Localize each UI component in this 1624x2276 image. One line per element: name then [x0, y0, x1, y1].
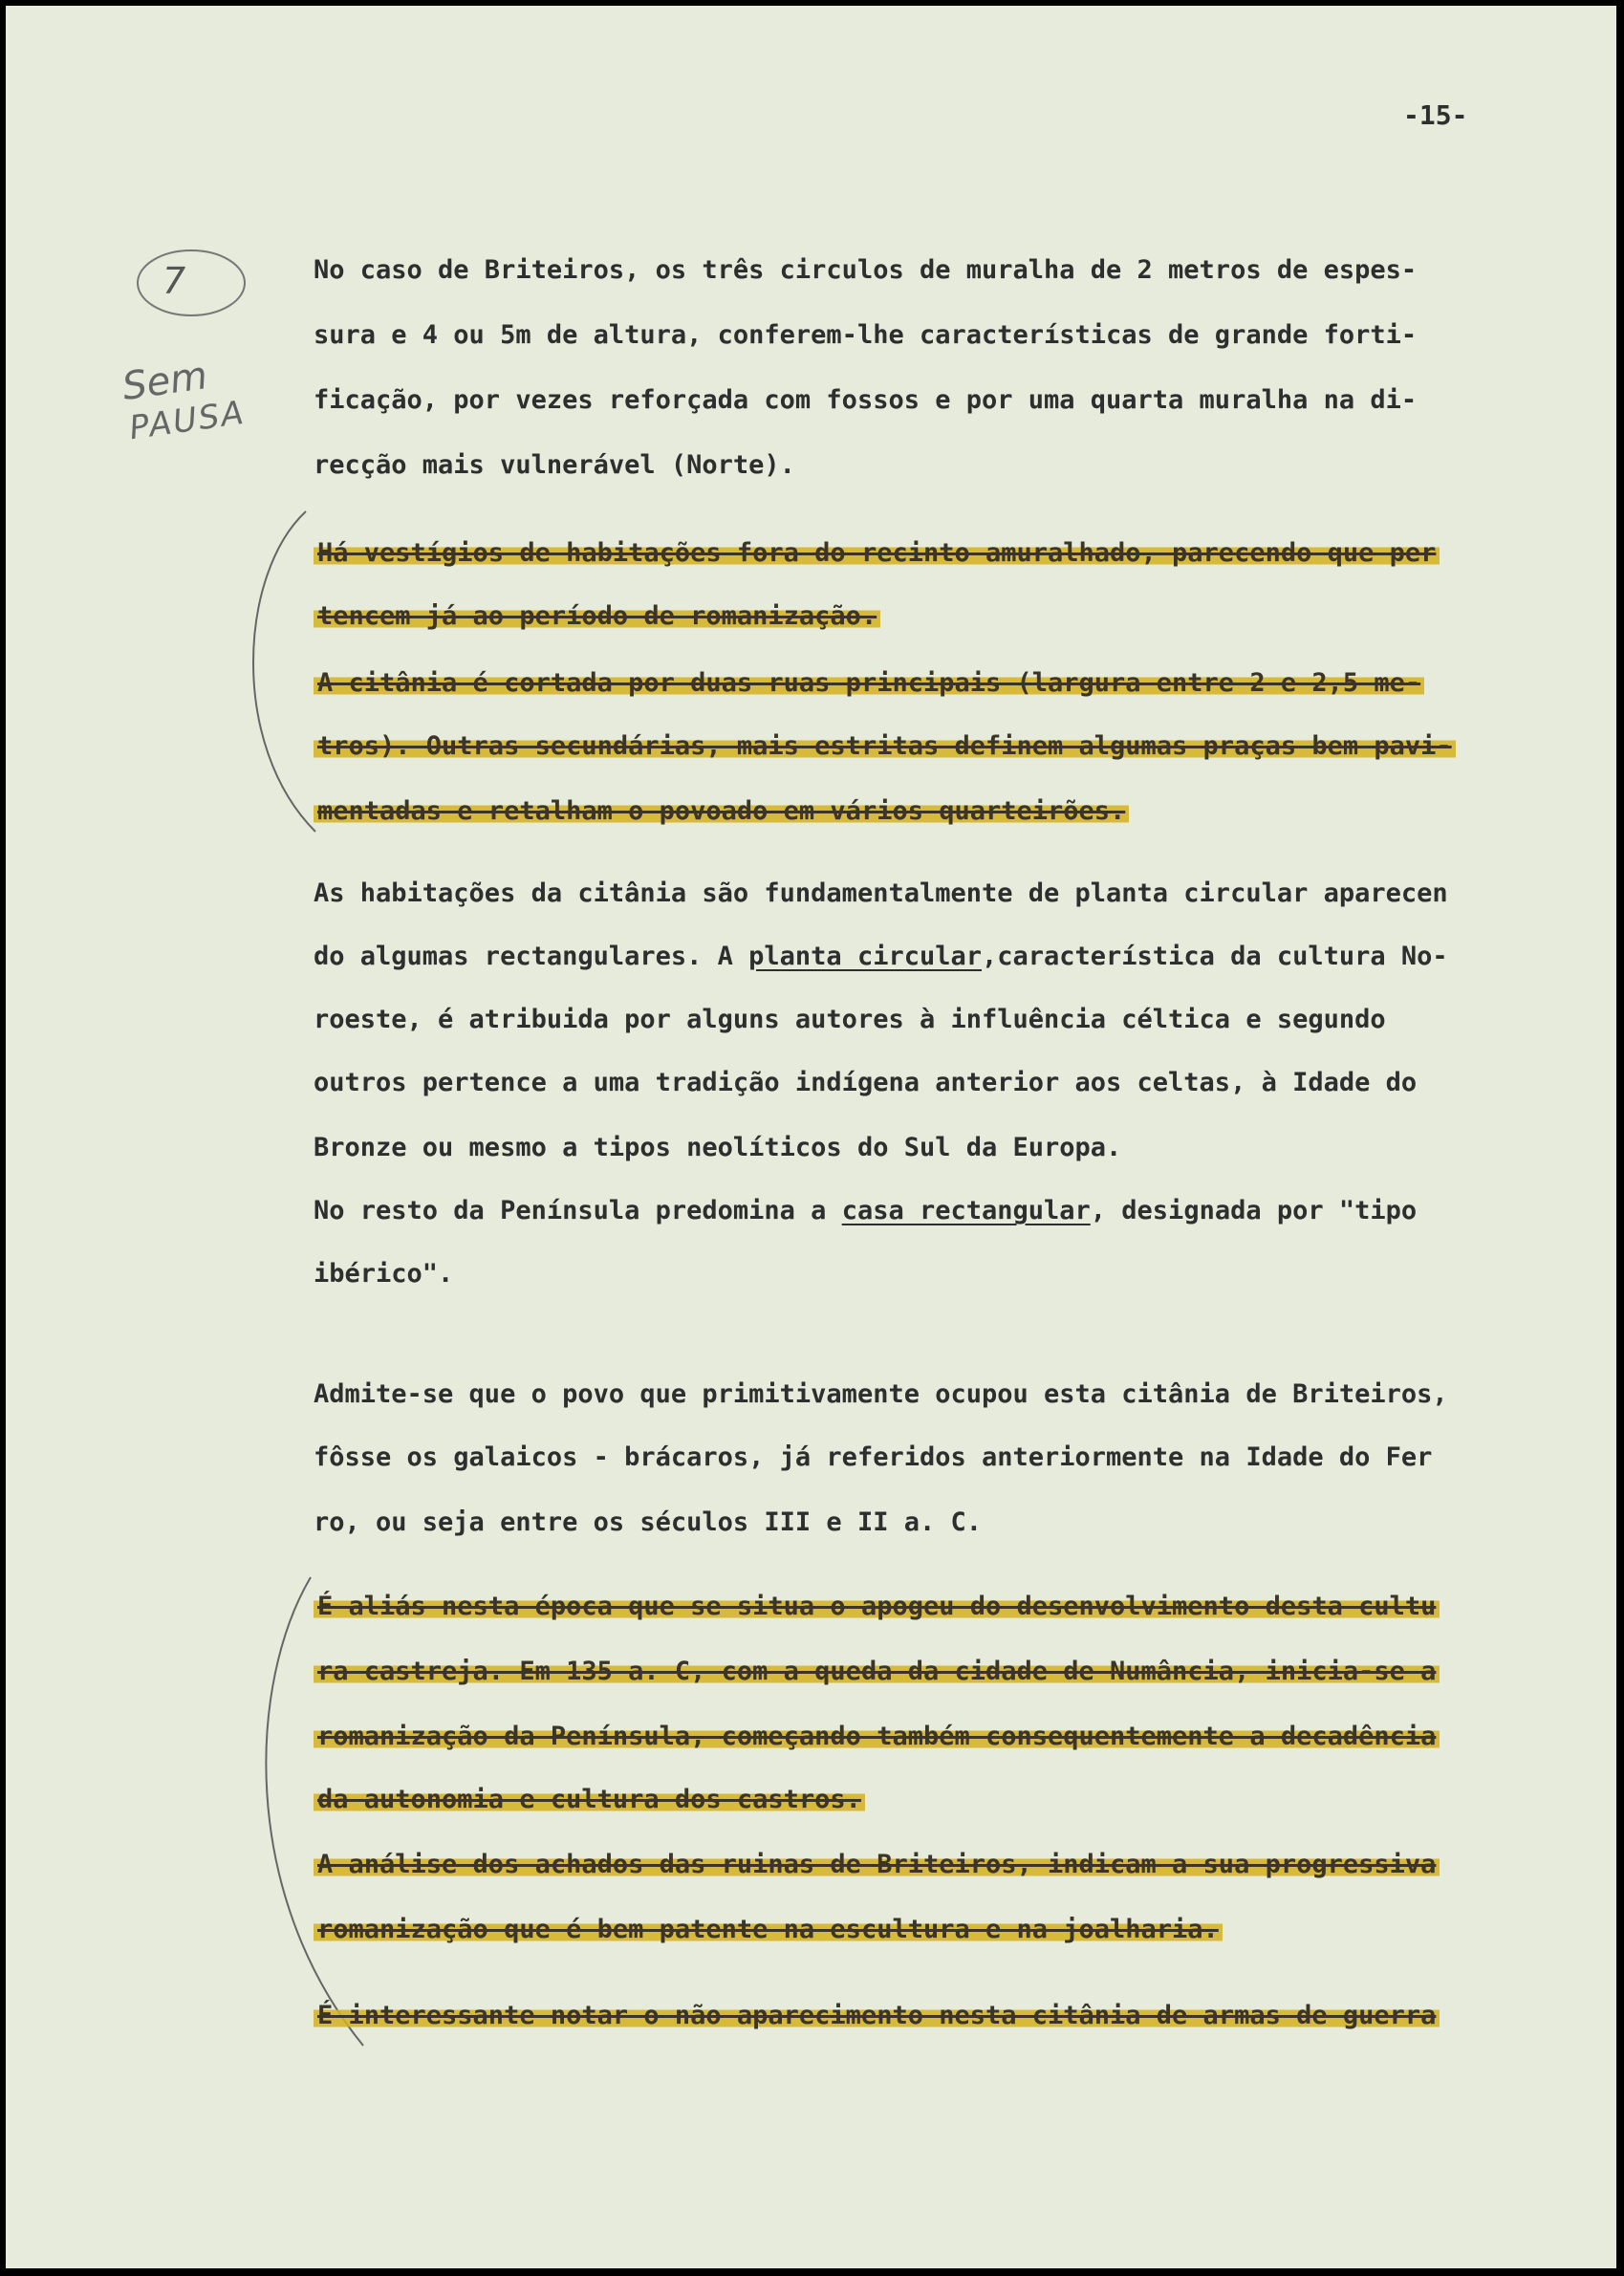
text-line-highlighted: [314, 2000, 1585, 2032]
text-segment: do algumas rectangulares. A: [314, 942, 749, 971]
circled-number: 7: [162, 260, 186, 302]
text-line-highlighted: [314, 1656, 1585, 1688]
highlight: tros). Outras secundárias, mais estritas definem algumas praças bem pavi-: [314, 731, 1456, 761]
underlined-term: planta circular: [748, 942, 982, 971]
text-line-highlighted: [314, 1721, 1585, 1753]
text-segment: , designada por "tipo: [1090, 1196, 1418, 1225]
text-line-highlighted: [314, 1591, 1585, 1623]
text-line: roeste, é atribuida por alguns autores à influência céltica e segundo: [314, 1005, 1386, 1034]
text-line: ibérico".: [314, 1259, 454, 1289]
text-line-highlighted: [314, 1784, 1585, 1816]
highlight: romanização que é bem patente na escultura e na joalharia.: [314, 1915, 1223, 1944]
highlight: A análise dos achados das ruinas de Briteiros, indicam a sua progressiva: [314, 1850, 1440, 1879]
highlight: mentadas e retalham o povoado em vários quarteirões.: [314, 796, 1129, 826]
text-line: recção mais vulnerável (Norte).: [314, 450, 795, 480]
highlight: Há vestígios de habitações fora do recinto amuralhado, parecendo que per: [314, 538, 1440, 568]
highlight: A citânia é cortada por duas ruas principais (largura entre 2 e 2,5 me-: [314, 668, 1424, 698]
text-line: sura e 4 ou 5m de altura, conferem-lhe características de grande forti-: [314, 320, 1418, 350]
circle-annotation: [138, 250, 245, 315]
text-line-highlighted: [314, 730, 1585, 763]
text-segment: ,característica da cultura No-: [982, 942, 1448, 971]
text-line: outros pertence a uma tradição indígena anterior aos celtas, à Idade do: [314, 1068, 1418, 1097]
text-line-highlighted: [314, 795, 1585, 828]
text-line: No caso de Briteiros, os três circulos de muralha de 2 metros de espes-: [314, 255, 1418, 285]
text-line-highlighted: [314, 667, 1585, 700]
left-bracket-upper: [253, 511, 315, 832]
text-segment: No resto da Península predomina a: [314, 1196, 842, 1225]
text-line: ro, ou seja entre os séculos III e II a. C.: [314, 1507, 982, 1537]
text-line: fôsse os galaicos - brácaros, já referidos anteriormente na Idade do Fer: [314, 1442, 1433, 1472]
text-line-highlighted: [314, 1914, 1585, 1946]
highlight: É interessante notar o não aparecimento nesta citânia de armas de guerra: [314, 2001, 1440, 2030]
text-line: [314, 1195, 1585, 1227]
highlight: da autonomia e cultura dos castros.: [314, 1785, 865, 1814]
text-line: As habitações da citânia são fundamentalmente de planta circular aparecen: [314, 878, 1448, 908]
underlined-term: casa rectangular: [841, 1196, 1091, 1225]
text-line: ficação, por vezes reforçada com fossos e por uma quarta muralha na di-: [314, 385, 1418, 415]
page-number: -15-: [1403, 99, 1468, 131]
text-line-highlighted: [314, 1849, 1585, 1881]
text-line: Bronze ou mesmo a tipos neolíticos do Sul da Europa.: [314, 1133, 1122, 1162]
highlight: É aliás nesta época que se situa o apogeu do desenvolvimento desta cultu: [314, 1592, 1440, 1621]
highlight: romanização da Península, começando também consequentemente a decadência: [314, 1722, 1440, 1751]
text-line-highlighted: [314, 537, 1585, 570]
highlight: ra castreja. Em 135 a. C, com a queda da cidade de Numância, inicia-se a: [314, 1657, 1440, 1686]
text-line: [314, 941, 1585, 973]
highlight: tencem já ao período de romanização.: [314, 601, 880, 631]
margin-note-line2: PAUSA: [126, 393, 248, 448]
text-line: Admite-se que o povo que primitivamente ocupou esta citânia de Briteiros,: [314, 1379, 1448, 1409]
margin-note-line1: Sem: [119, 354, 210, 409]
text-line-highlighted: [314, 600, 1585, 633]
